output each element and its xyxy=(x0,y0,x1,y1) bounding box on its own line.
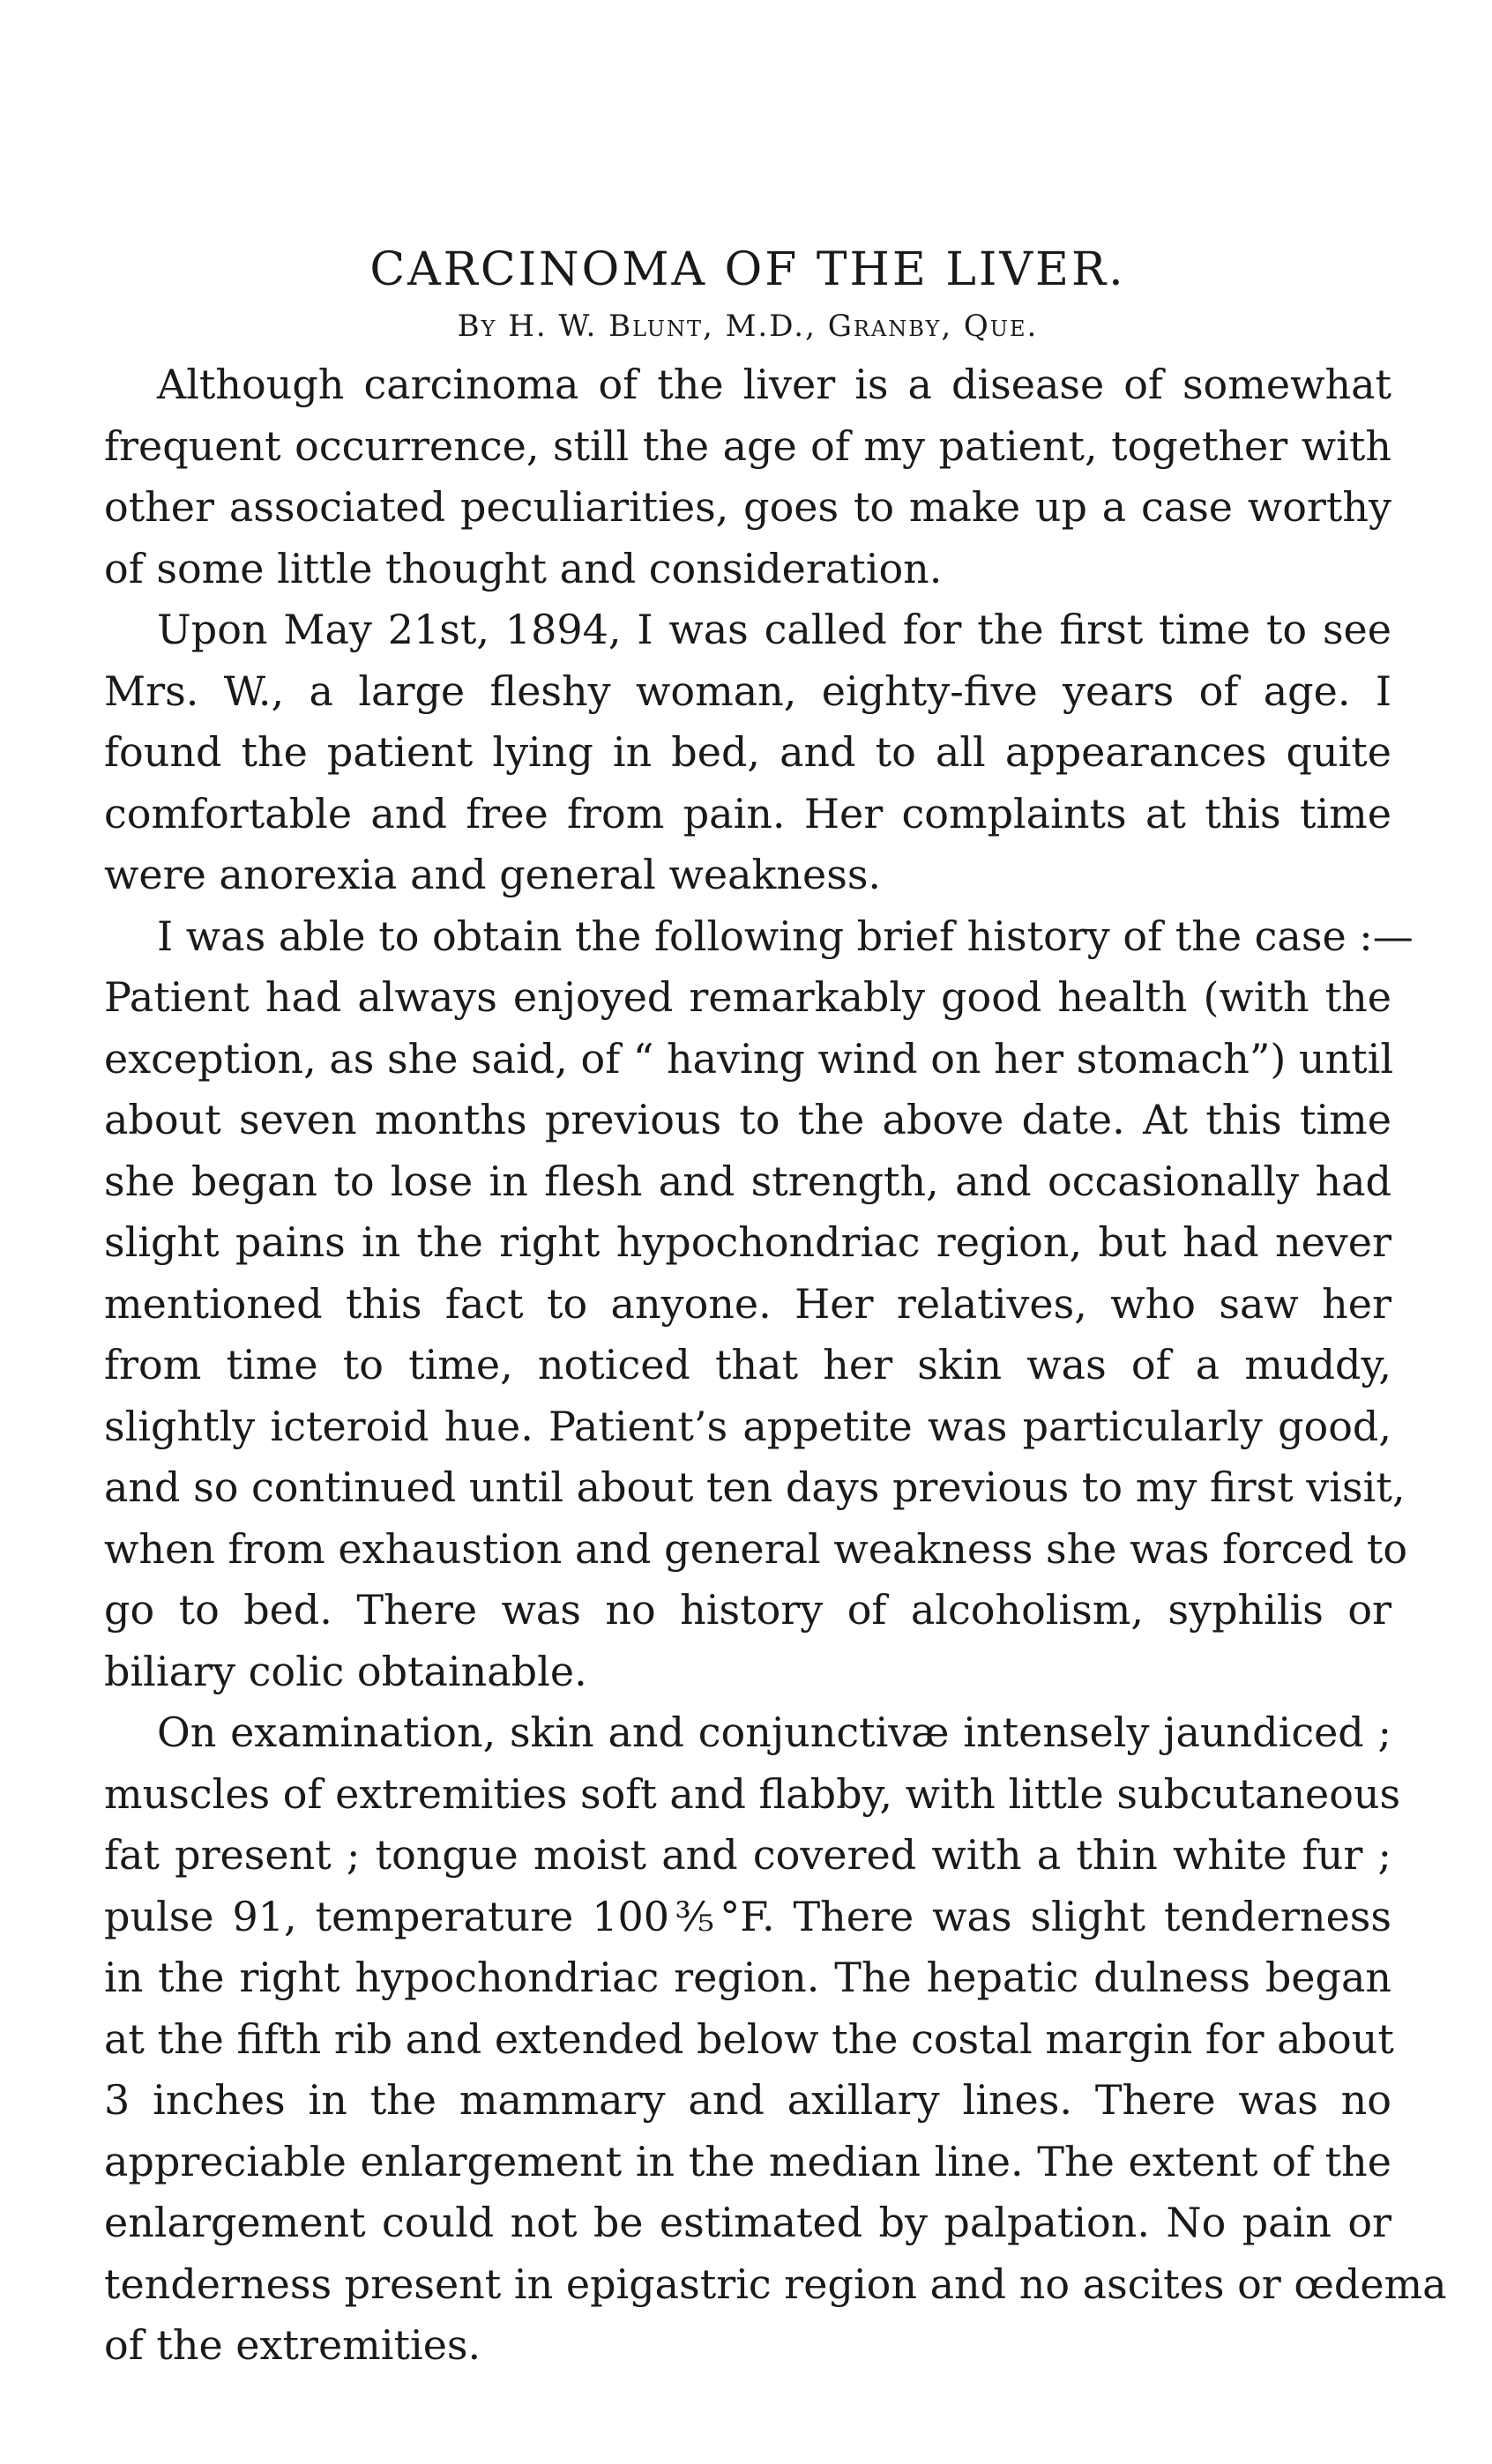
text-line: appreciable enlargement in the median line. The extent of the xyxy=(104,2137,1391,2185)
article-body xyxy=(104,354,1447,2377)
paragraph xyxy=(104,1702,1447,2377)
text-line: exception, as she said, of “ having wind on her stomach”) until xyxy=(104,1034,1394,1083)
text-line: On examination, skin and conjunctivæ intensely jaundiced ; xyxy=(157,1708,1391,1756)
text-line: pulse 91, temperature 100⅗°F. There was slight tenderness xyxy=(104,1892,1391,1940)
text-line: other associated peculiarities, goes to make up a case worthy xyxy=(104,483,1391,531)
paragraph xyxy=(104,354,1391,599)
text-line: mentioned this fact to anyone. Her relatives, who saw her xyxy=(104,1279,1391,1328)
article-title: CARCINOMA OF THE LIVER. xyxy=(369,243,1126,296)
text-line: were anorexia and general weakness. xyxy=(104,851,882,898)
text-line: frequent occurrence, still the age of my patient, together with xyxy=(104,421,1391,470)
text-line: Patient had always enjoyed remarkably good health (with the xyxy=(104,973,1391,1021)
paragraph xyxy=(104,599,1391,906)
text-line: tenderness present in epigastric region and no ascites or œdema xyxy=(104,2259,1447,2308)
text-line: Upon May 21st, 1894, I was called for the first time to see xyxy=(157,606,1391,653)
text-line: Although carcinoma of the liver is a disease of somewhat xyxy=(157,361,1391,408)
text-line: at the fifth rib and extended below the costal margin for about xyxy=(104,2014,1394,2063)
text-line: found the patient lying in bed, and to all appearances quite xyxy=(104,728,1391,776)
text-line: muscles of extremities soft and flabby, with little subcutaneous xyxy=(104,1769,1401,1818)
paragraph xyxy=(104,906,1414,1703)
article-byline: By H. W. Blunt, M.D., Granby, Que. xyxy=(457,309,1039,344)
text-line: comfortable and free from pain. Her complaints at this time xyxy=(104,789,1391,837)
text-line: about seven months previous to the above date. At this time xyxy=(104,1096,1391,1143)
article xyxy=(104,238,1447,2377)
text-line: I was able to obtain the following brief history of the case :— xyxy=(157,912,1414,960)
text-line: and so continued until about ten days previous to my first visit, xyxy=(104,1463,1406,1511)
text-line: she began to lose in flesh and strength, and occasionally had xyxy=(104,1157,1391,1205)
text-line: slightly icteroid hue. Patient’s appetite was particularly good, xyxy=(104,1402,1391,1450)
text-line: enlargement could not be estimated by palpation. No pain or xyxy=(104,2199,1391,2246)
text-line: slight pains in the right hypochondriac region, but had never xyxy=(104,1218,1391,1266)
text-line: of the extremities. xyxy=(104,2321,481,2369)
text-line: Mrs. W., a large fleshy woman, eighty-five years of age. I xyxy=(104,666,1391,715)
text-line: biliary colic obtainable. xyxy=(104,1647,587,1695)
text-line: from time to time, noticed that her skin was of a muddy, xyxy=(104,1341,1391,1388)
text-line: 3 inches in the mammary and axillary lines. There was no xyxy=(104,2076,1391,2124)
text-line: in the right hypochondriac region. The hepatic dulness began xyxy=(104,1954,1391,2001)
text-line: of some little thought and consideration. xyxy=(104,544,943,592)
text-line: when from exhaustion and general weakness she was forced to xyxy=(104,1524,1408,1573)
text-line: go to bed. There was no history of alcoholism, syphilis or xyxy=(104,1586,1391,1634)
text-line: fat present ; tongue moist and covered with a thin white fur ; xyxy=(104,1831,1391,1879)
